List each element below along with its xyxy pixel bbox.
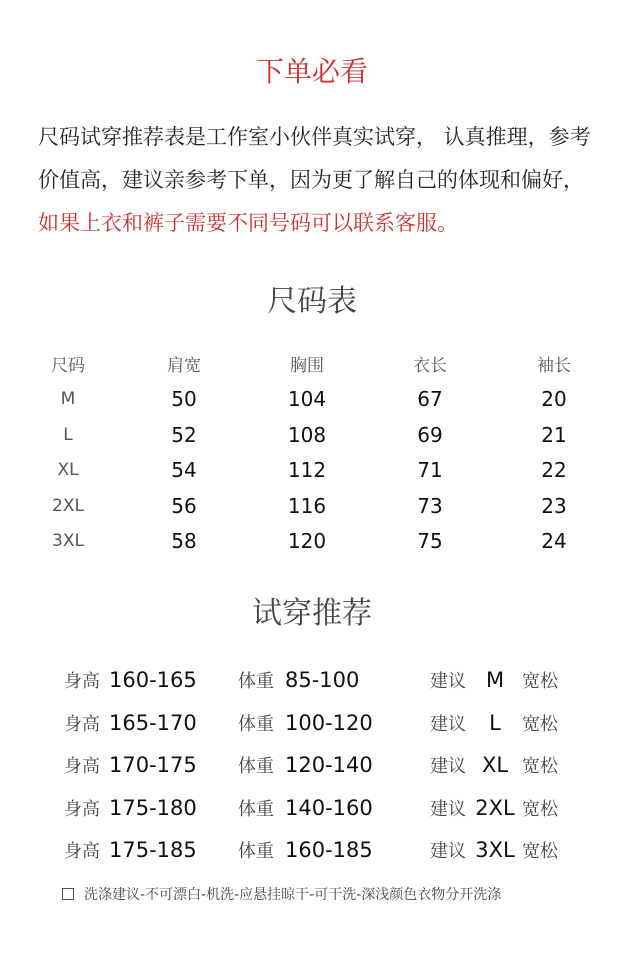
- height-label: 身高: [64, 798, 100, 820]
- suggest-label: 建议: [430, 756, 466, 778]
- height-label: 身高: [64, 713, 100, 735]
- fit-recommendation-title: 试穿推荐: [252, 596, 372, 631]
- length-cell: 73: [417, 493, 443, 518]
- notice-highlight: 如果上衣和裤子需要不同号码可以联系客服。: [38, 211, 458, 235]
- weight-label: 体重: [238, 798, 274, 820]
- weight-value: 160-185: [285, 838, 373, 863]
- list-item: [0, 787, 624, 830]
- height-value: 175-185: [109, 838, 197, 863]
- notice-text: 尺码试穿推荐表是工作室小伙伴真实试穿， 认真推理，参考价值高，建议亲参考下单，因为更了解自己的体现和偏好，: [38, 125, 591, 192]
- weight-value: 100-120: [285, 710, 373, 735]
- page-title: 下单必看: [255, 55, 368, 88]
- suggested-size: L: [489, 710, 501, 735]
- checkbox-square-icon: [62, 888, 74, 900]
- sleeve-cell: 24: [541, 529, 567, 554]
- length-cell: 75: [417, 529, 443, 554]
- size-cell: L: [63, 424, 73, 445]
- shoulder-cell: 50: [171, 387, 197, 412]
- height-label: 身高: [64, 671, 100, 693]
- shoulder-cell: 56: [171, 493, 197, 518]
- size-chart-table: [30, 346, 600, 559]
- notice-paragraph: [38, 116, 598, 245]
- height-value: 165-170: [109, 710, 197, 735]
- chest-cell: 108: [287, 422, 327, 447]
- size-chart-title: 尺码表: [267, 284, 357, 319]
- suggested-size: 2XL: [475, 795, 515, 820]
- suggest-label: 建议: [430, 841, 466, 863]
- list-item: [0, 829, 624, 872]
- table-row: [30, 524, 600, 560]
- fit-type: 宽松: [522, 798, 558, 820]
- weight-value: 140-160: [285, 795, 373, 820]
- height-value: 170-175: [109, 753, 197, 778]
- length-cell: 69: [417, 422, 443, 447]
- length-cell: 67: [417, 387, 443, 412]
- height-label: 身高: [64, 841, 100, 863]
- height-value: 160-165: [109, 668, 197, 693]
- weight-label: 体重: [238, 841, 274, 863]
- size-cell: XL: [57, 460, 79, 481]
- weight-value: 120-140: [285, 753, 373, 778]
- list-item: [0, 744, 624, 787]
- header-shoulder: 肩宽: [167, 356, 201, 377]
- suggest-label: 建议: [430, 713, 466, 735]
- size-chart-header-row: [30, 346, 600, 382]
- chest-cell: 120: [287, 529, 327, 554]
- suggested-size: XL: [481, 753, 509, 778]
- size-cell: 3XL: [52, 531, 84, 552]
- table-row: [30, 382, 600, 418]
- height-label: 身高: [64, 756, 100, 778]
- weight-label: 体重: [238, 756, 274, 778]
- height-value: 175-180: [109, 795, 197, 820]
- sleeve-cell: 21: [541, 422, 567, 447]
- fit-type: 宽松: [522, 841, 558, 863]
- wash-instructions-text: 洗涤建议-不可漂白-机洗-应悬挂晾干-可干洗-深浅颜色衣物分开洗涤: [84, 887, 502, 903]
- table-row: [30, 417, 600, 453]
- table-row: [30, 488, 600, 524]
- weight-label: 体重: [238, 671, 274, 693]
- size-cell: 2XL: [52, 495, 84, 516]
- weight-value: 85-100: [285, 668, 360, 693]
- chest-cell: 112: [287, 458, 327, 483]
- header-length: 衣长: [413, 356, 447, 377]
- header-sleeve: 袖长: [537, 356, 571, 377]
- weight-label: 体重: [238, 713, 274, 735]
- sleeve-cell: 22: [541, 458, 567, 483]
- shoulder-cell: 58: [171, 529, 197, 554]
- fit-type: 宽松: [522, 756, 558, 778]
- sleeve-cell: 23: [541, 493, 567, 518]
- length-cell: 71: [417, 458, 443, 483]
- list-item: [0, 702, 624, 745]
- wash-instructions: [62, 884, 501, 904]
- shoulder-cell: 54: [171, 458, 197, 483]
- size-cell: M: [60, 389, 76, 410]
- list-item: [0, 659, 624, 702]
- chest-cell: 116: [287, 493, 327, 518]
- header-chest: 胸围: [290, 356, 324, 377]
- sleeve-cell: 20: [541, 387, 567, 412]
- fit-recommendation-list: [0, 659, 624, 872]
- suggested-size: 3XL: [475, 838, 515, 863]
- suggest-label: 建议: [430, 671, 466, 693]
- suggested-size: M: [485, 668, 505, 693]
- table-row: [30, 453, 600, 489]
- shoulder-cell: 52: [171, 422, 197, 447]
- fit-type: 宽松: [522, 713, 558, 735]
- suggest-label: 建议: [430, 798, 466, 820]
- fit-type: 宽松: [522, 671, 558, 693]
- chest-cell: 104: [287, 387, 327, 412]
- header-size: 尺码: [51, 356, 85, 377]
